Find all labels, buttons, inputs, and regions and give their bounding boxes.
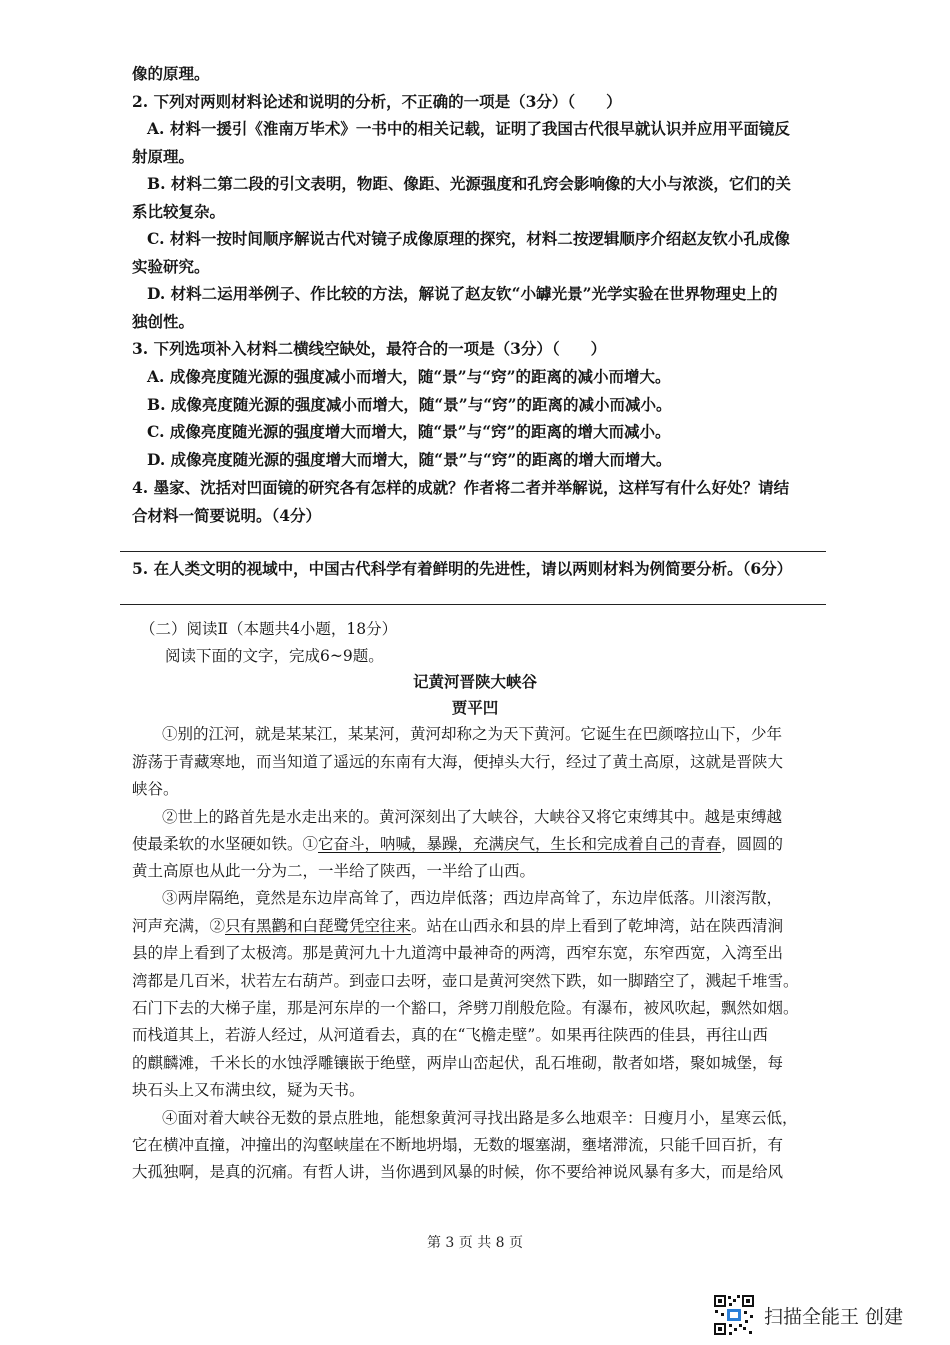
article-author: 贾平凹	[451, 698, 499, 717]
paragraph-1-line: 游荡于青藏寒地，而当知道了遥远的东南有大海，便掉头大行，经过了黄土高原，这就是晋陕大	[132, 753, 784, 771]
q2-option-b-line1: B. 材料二第二段的引文表明，物距、像距、光源强度和孔窍会影响像的大小与浓淡，它们的关	[147, 174, 791, 193]
underlined-sentence-1: 它奋斗，呐喊，暴躁，充满戾气，生长和完成着自己的青春	[318, 835, 722, 853]
qr-code-icon	[712, 1293, 756, 1337]
paragraph-3-line: 县的岸上看到了太极湾。那是黄河九十九道湾中最神奇的两湾，西窄东宽，东窄西宽，入湾至出	[132, 944, 784, 962]
section-heading: （二）阅读Ⅱ（本题共4小题，18分）	[140, 620, 398, 638]
scanner-watermark	[712, 1293, 903, 1337]
page-number: 第 3 页 共 8 页	[426, 1235, 524, 1251]
article-title: 记黄河晋陕大峡谷	[412, 672, 537, 691]
paragraph-4-line: ④面对着大峡谷无数的景点胜地，能想象黄河寻找出路是多么地艰辛：日瘦月小，星寒云低，	[162, 1109, 798, 1127]
q2-option-d-line2: 独创性。	[132, 312, 195, 331]
paragraph-2-line: ②世上的路首先是水走出来的。黄河深刻出了大峡谷，大峡谷又将它束缚其中。越是束缚越	[162, 808, 783, 826]
paragraph-3-line: 湾都是几百米，状若左右葫芦。到壶口去呀，壶口是黄河突然下跌，如一脚踏空了，溅起千堆雪。	[132, 972, 799, 990]
q3-stem: 3. 下列选项补入材料二横线空缺处，最符合的一项是（3分）（ ）	[132, 339, 607, 358]
paragraph-3-line	[132, 916, 783, 936]
paragraph-3-line: 块石头上又布满虫纹，疑为天书。	[132, 1081, 365, 1099]
paragraph-3-line: 石门下去的大梯子崖，那是河东岸的一个豁口，斧劈刀削般危险。有瀑布，被风吹起，飘然如烟。	[132, 999, 799, 1017]
q3-option-c: C. 成像亮度随光源的强度增大而增大，随“景”与“窍”的距离的增大而减小。	[147, 422, 671, 441]
p2-text-post: ，圆圆的	[721, 835, 784, 853]
q2-option-a-line2: 射原理。	[132, 147, 195, 166]
paragraph-3-line: 而栈道其上，若游人经过，从河道看去，真的在“飞檐走壁”。如果再往陕西的佳县，再往山西	[132, 1026, 768, 1044]
paragraph-4-line: 它在横冲直撞，冲撞出的沟壑峡崖在不断地坍塌，无数的堰塞湖，壅堵滞流，只能千回百折，有	[132, 1136, 784, 1154]
paragraph-1-line: ①别的江河，就是某某江，某某河，黄河却称之为天下黄河。它诞生在巴颜喀拉山下，少年	[162, 725, 783, 743]
q4-stem-line2: 合材料一简要说明。（4分）	[132, 506, 322, 525]
q2-option-b-line2: 系比较复杂。	[132, 202, 226, 221]
q2-option-a-line1: A. 材料一援引《淮南万毕术》一书中的相关记载，证明了我国古代很早就认识并应用平面镜反	[147, 119, 790, 138]
q3-option-b: B. 成像亮度随光源的强度减小而增大，随“景”与“窍”的距离的减小而减小。	[147, 395, 672, 414]
q2-option-c-line2: 实验研究。	[132, 257, 210, 276]
q2-option-c-line1: C. 材料一按时间顺序解说古代对镜子成像原理的探究，材料二按逻辑顺序介绍赵友钦小孔成像	[147, 229, 790, 248]
p2-text-pre: 使最柔软的水坚硬如铁。①	[132, 835, 319, 853]
paragraph-3-line: 的麒麟滩，千米长的水蚀浮雕镶嵌于绝壁，两岸山峦起伏，乱石堆砌，散者如塔，聚如城堡，每	[132, 1054, 784, 1072]
q3-option-a: A. 成像亮度随光源的强度减小而增大，随“景”与“窍”的距离的减小而增大。	[147, 367, 671, 386]
p3-text-pre: 河声充满，②	[132, 917, 226, 935]
q2-stem: 2. 下列对两则材料论述和说明的分析，不正确的一项是（3分）（ ）	[132, 92, 622, 111]
paragraph-2-line: 黄土高原也从此一分为二，一半给了陕西，一半给了山西。	[132, 862, 536, 880]
q5-stem: 5. 在人类文明的视域中，中国古代科学有着鲜明的先进性，请以两则材料为例简要分析。（6分）	[132, 559, 793, 578]
paragraph-2-line	[132, 834, 783, 854]
paragraph-4-line: 大孤独啊，是真的沉痛。有哲人讲，当你遇到风暴的时候，你不要给神说风暴有多大，而是给风	[132, 1163, 784, 1181]
q1-tail: 像的原理。	[132, 64, 210, 83]
answer-line-q4	[120, 551, 826, 552]
q4-stem-line1: 4. 墨家、沈括对凹面镜的研究各有怎样的成就？作者将二者并举解说，这样写有什么好处？请结	[132, 478, 790, 497]
paragraph-1-line: 峡谷。	[132, 780, 179, 798]
answer-line-q5	[120, 604, 826, 605]
q3-option-d: D. 成像亮度随光源的强度增大而增大，随“景”与“窍”的距离的增大而增大。	[147, 450, 672, 469]
q2-option-d-line1: D. 材料二运用举例子、作比较的方法，解说了赵友钦“小罅光景”光学实验在世界物理史上的	[147, 284, 778, 303]
paragraph-3-line: ③两岸隔绝，竟然是东边岸高耸了，西边岸低落；西边岸高耸了，东边岸低落。川滚泻散，	[162, 889, 783, 907]
underlined-sentence-2: 只有黑鹳和白琵鹭凭空往来	[225, 917, 412, 935]
p3-text-post: 。站在山西永和县的岸上看到了乾坤湾，站在陕西清涧	[411, 917, 784, 935]
watermark-text: 扫描全能王 创建	[764, 1305, 904, 1328]
section-instruction: 阅读下面的文字，完成6~9题。	[165, 647, 384, 665]
